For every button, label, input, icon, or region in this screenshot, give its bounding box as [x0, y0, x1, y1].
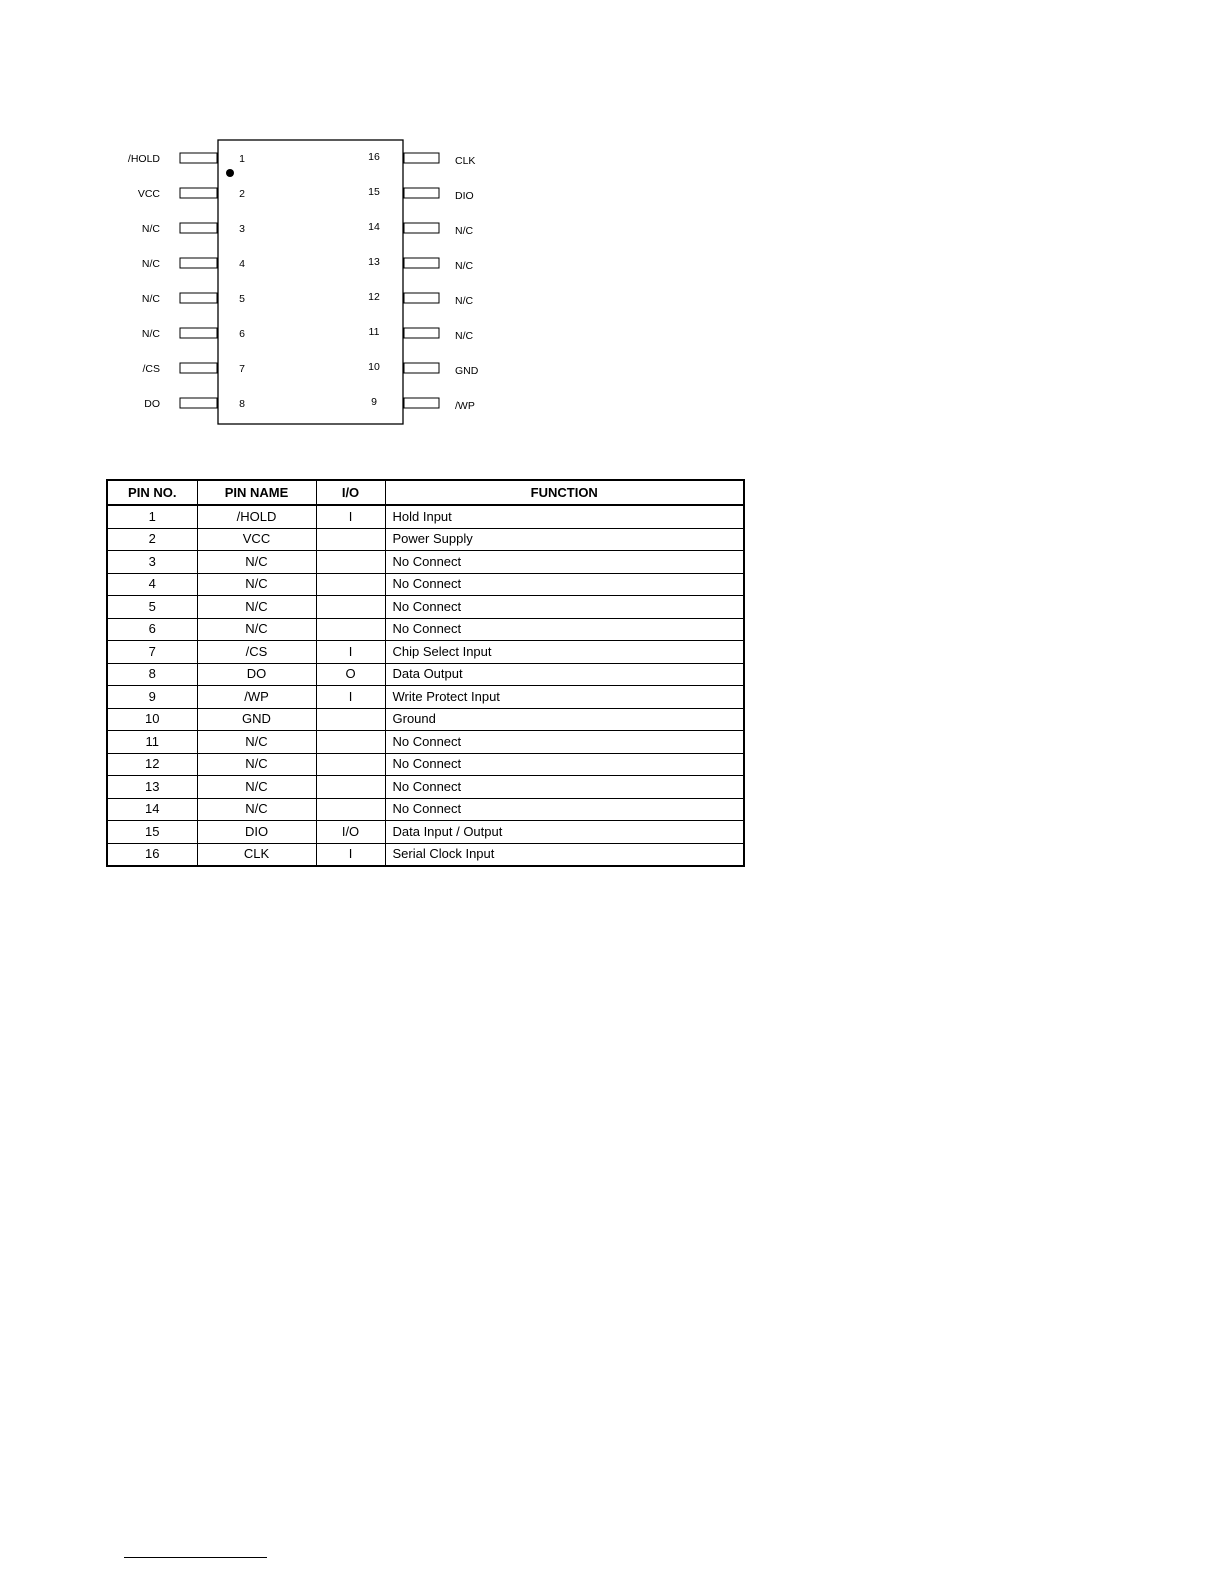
pin-number-label: 10: [368, 361, 380, 373]
pin-name-label: N/C: [141, 328, 160, 340]
function-cell: No Connect: [385, 776, 744, 799]
pin-name-label: N/C: [455, 225, 474, 237]
pin-number-cell: 12: [107, 753, 197, 776]
pin-name-label: CLK: [455, 155, 476, 167]
pin-number-cell: 3: [107, 551, 197, 574]
pin-name-label: N/C: [141, 258, 160, 270]
header-pin-no: PIN NO.: [107, 480, 197, 505]
pin-name-label: VCC: [137, 188, 160, 200]
table-row: [107, 798, 744, 821]
function-cell: Ground: [385, 708, 744, 731]
function-cell: No Connect: [385, 573, 744, 596]
pin-lead: [180, 398, 217, 408]
table-row: [107, 528, 744, 551]
pin-number-label: 12: [368, 291, 380, 303]
function-cell: No Connect: [385, 731, 744, 754]
io-cell: I/O: [316, 821, 385, 844]
pin-lead: [404, 363, 439, 373]
pin-name-cell: N/C: [197, 551, 316, 574]
io-cell: [316, 551, 385, 574]
function-cell: No Connect: [385, 618, 744, 641]
pin-name-label: /WP: [455, 400, 475, 412]
pin-name-label: /CS: [142, 363, 160, 375]
pin-name-label: GND: [455, 365, 479, 377]
pin-number-cell: 7: [107, 641, 197, 664]
pin-number-cell: 9: [107, 686, 197, 709]
function-cell: No Connect: [385, 753, 744, 776]
function-cell: Power Supply: [385, 528, 744, 551]
pin-name-cell: N/C: [197, 753, 316, 776]
pin-name-cell: CLK: [197, 843, 316, 866]
function-cell: Data Output: [385, 663, 744, 686]
pin-name-label: /HOLD: [127, 153, 160, 165]
header-function: FUNCTION: [385, 480, 744, 505]
pin-name-cell: N/C: [197, 596, 316, 619]
io-cell: [316, 798, 385, 821]
pin-name-label: DO: [144, 398, 160, 410]
pin-number-cell: 8: [107, 663, 197, 686]
table-row: [107, 708, 744, 731]
pin-number-label: 7: [239, 363, 245, 375]
pin-lead: [404, 258, 439, 268]
pin-function-table: [106, 479, 745, 867]
pin-name-cell: DIO: [197, 821, 316, 844]
pin-number-label: 15: [368, 186, 380, 198]
pin-name-cell: DO: [197, 663, 316, 686]
io-cell: [316, 596, 385, 619]
function-cell: No Connect: [385, 551, 744, 574]
pin-lead: [180, 328, 217, 338]
io-cell: [316, 753, 385, 776]
pin-number-cell: 6: [107, 618, 197, 641]
table-row: [107, 821, 744, 844]
pin-name-cell: N/C: [197, 618, 316, 641]
pin-number-label: 5: [239, 293, 245, 305]
pin-lead: [180, 293, 217, 303]
pin-number-cell: 15: [107, 821, 197, 844]
pin-number-label: 8: [239, 398, 245, 410]
table-row: [107, 663, 744, 686]
io-cell: O: [316, 663, 385, 686]
pin-number-label: 11: [368, 326, 380, 338]
pin-name-cell: /CS: [197, 641, 316, 664]
pin-number-label: 16: [368, 151, 380, 163]
io-cell: [316, 731, 385, 754]
pin-name-cell: VCC: [197, 528, 316, 551]
pin-lead: [180, 153, 217, 163]
pin-number-label: 1: [239, 153, 245, 165]
pin-number-label: 3: [239, 223, 245, 235]
pin-number-label: 14: [368, 221, 380, 233]
function-cell: Write Protect Input: [385, 686, 744, 709]
table-row: [107, 573, 744, 596]
pin-lead: [404, 398, 439, 408]
pin1-indicator-dot: [226, 169, 234, 177]
pin-lead: [180, 363, 217, 373]
pin-number-cell: 14: [107, 798, 197, 821]
io-cell: I: [316, 843, 385, 866]
ic-package-body: [218, 140, 403, 424]
pin-name-label: N/C: [455, 260, 474, 272]
table-row: [107, 753, 744, 776]
pin-number-cell: 10: [107, 708, 197, 731]
pin-name-label: DIO: [455, 190, 474, 202]
pin-name-cell: N/C: [197, 731, 316, 754]
pin-lead: [180, 188, 217, 198]
io-cell: [316, 573, 385, 596]
io-cell: [316, 618, 385, 641]
io-cell: [316, 528, 385, 551]
pin-lead: [180, 223, 217, 233]
ic-pinout-diagram: [0, 0, 1224, 440]
table-row: [107, 641, 744, 664]
pin-name-label: N/C: [141, 223, 160, 235]
io-cell: I: [316, 686, 385, 709]
function-cell: Serial Clock Input: [385, 843, 744, 866]
function-cell: Chip Select Input: [385, 641, 744, 664]
table-row: [107, 686, 744, 709]
pin-number-label: 13: [368, 256, 380, 268]
pin-lead: [404, 328, 439, 338]
header-io: I/O: [316, 480, 385, 505]
pin-number-label: 4: [239, 258, 245, 270]
pin-number-cell: 2: [107, 528, 197, 551]
table-row: [107, 731, 744, 754]
pin-lead: [404, 153, 439, 163]
footnote-separator: [124, 1557, 267, 1558]
pin-name-label: N/C: [455, 330, 474, 342]
pin-name-label: N/C: [141, 293, 160, 305]
function-cell: No Connect: [385, 798, 744, 821]
pin-number-cell: 11: [107, 731, 197, 754]
pin-lead: [180, 258, 217, 268]
io-cell: [316, 708, 385, 731]
table-row: [107, 551, 744, 574]
table-row: [107, 596, 744, 619]
pin-lead: [404, 223, 439, 233]
io-cell: I: [316, 641, 385, 664]
function-cell: No Connect: [385, 596, 744, 619]
pin-number-cell: 5: [107, 596, 197, 619]
pin-name-cell: N/C: [197, 573, 316, 596]
table-header-row: [107, 480, 744, 505]
pin-name-label: N/C: [455, 295, 474, 307]
pin-number-cell: 1: [107, 505, 197, 528]
pin-name-cell: N/C: [197, 798, 316, 821]
pin-name-cell: GND: [197, 708, 316, 731]
pin-number-cell: 13: [107, 776, 197, 799]
table-row: [107, 776, 744, 799]
header-pin-name: PIN NAME: [197, 480, 316, 505]
function-cell: Hold Input: [385, 505, 744, 528]
pin-name-cell: N/C: [197, 776, 316, 799]
pin-number-label: 9: [371, 396, 377, 408]
pin-name-cell: /HOLD: [197, 505, 316, 528]
pin-number-cell: 4: [107, 573, 197, 596]
io-cell: [316, 776, 385, 799]
pin-number-label: 6: [239, 328, 245, 340]
pin-lead: [404, 188, 439, 198]
table-row: [107, 618, 744, 641]
table-row: [107, 843, 744, 866]
pin-number-cell: 16: [107, 843, 197, 866]
io-cell: I: [316, 505, 385, 528]
pin-lead: [404, 293, 439, 303]
pin-name-cell: /WP: [197, 686, 316, 709]
pin-number-label: 2: [239, 188, 245, 200]
table-row: [107, 505, 744, 528]
function-cell: Data Input / Output: [385, 821, 744, 844]
